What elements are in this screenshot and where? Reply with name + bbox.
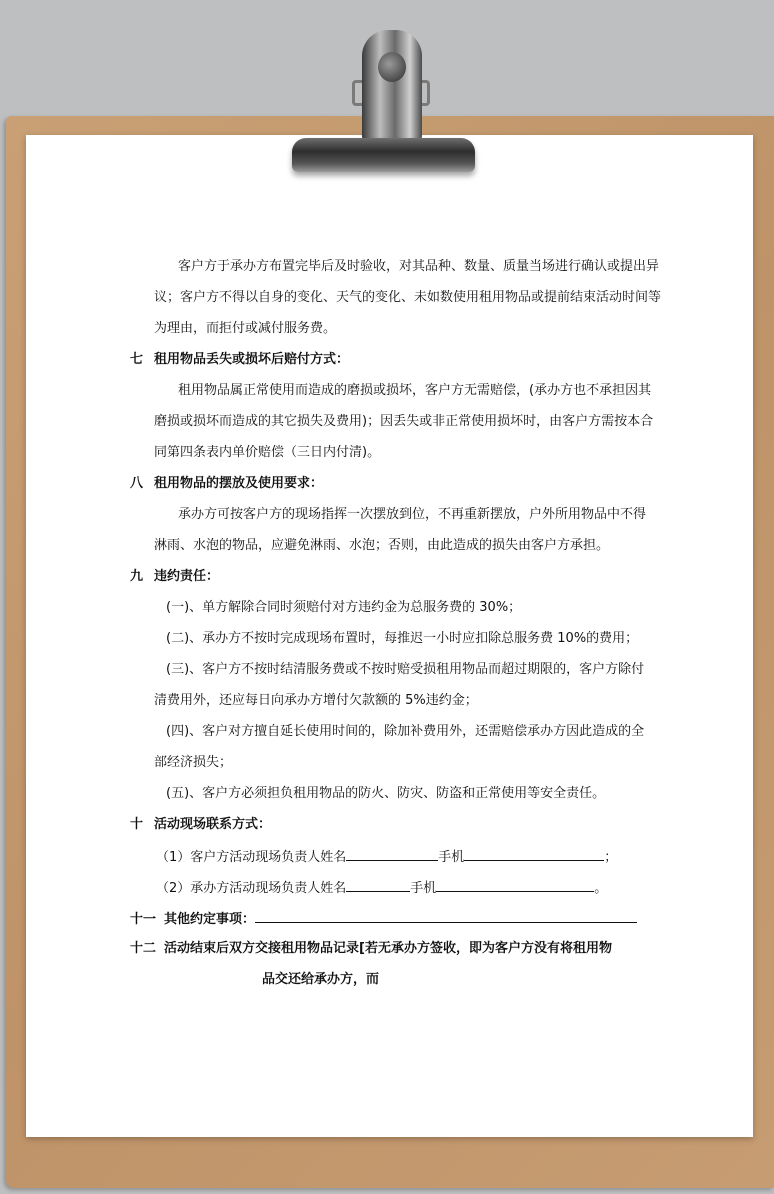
section-title: 活动现场联系方式：: [154, 817, 272, 832]
section-9-heading: [130, 569, 219, 585]
paragraph-line: 承办方可按客户方的现场指挥一次摆放到位，不再重新摆放，户外所用物品中不得: [178, 507, 647, 522]
paragraph-line: 同第四条表内单价赔偿（三日内付清)。: [154, 445, 381, 460]
section-number: 十一: [130, 912, 157, 927]
section-8-heading: [130, 476, 323, 492]
paragraph-line: 淋雨、水泡的物品，应避免淋雨、水泡；否则，由此造成的损失由客户方承担。: [154, 538, 610, 553]
contact-label: （2）承办方活动现场负责人姓名: [156, 881, 347, 896]
paragraph-line: 为理由，而拒付或减付服务费。: [154, 321, 337, 336]
line-end: 。: [594, 881, 608, 896]
section-11-heading: [130, 910, 637, 928]
paragraph-line: 租用物品属正常使用而造成的磨损或损坏，客户方无需赔偿，(承办方也不承担因其: [178, 383, 652, 398]
section-12-heading: [130, 941, 612, 957]
section-number: 十二: [130, 941, 157, 956]
list-item: (二)、承办方不按时完成现场布置时，每推迟一小时应扣除总服务费 10%的费用；: [166, 631, 639, 646]
other-terms-blank: [255, 910, 637, 923]
paragraph-line: 议；客户方不得以自身的变化、天气的变化、未如数使用租用物品或提前结束活动时间等: [154, 290, 662, 305]
phone-blank: [464, 848, 604, 861]
list-item: (五)、客户方必须担负租用物品的防火、防灾、防盗和正常使用等安全责任。: [166, 786, 606, 801]
contact-label: （1）客户方活动现场负责人姓名: [156, 850, 347, 865]
name-blank: [346, 848, 438, 861]
section-title: 租用物品丢失或损坏后赔付方式：: [154, 352, 350, 367]
section-number: 九: [130, 569, 144, 584]
list-item: (三)、客户方不按时结清服务费或不按时赔受损租用物品而超过期限的，客户方除付: [166, 662, 645, 677]
section-7-heading: [130, 352, 349, 368]
list-item: (一)、单方解除合同时须赔付对方违约金为总服务费的 30%；: [166, 600, 522, 615]
name-blank: [346, 879, 410, 892]
list-item-continuation: 清费用外，还应每日向承办方增付欠款额的 5%违约金；: [154, 693, 478, 708]
section-title: 租用物品的摆放及使用要求：: [154, 476, 324, 491]
section-number: 八: [130, 476, 144, 491]
section-text: 活动结束后双方交接租用物品记录[若无承办方签收，即为客户方没有将租用物: [164, 941, 612, 956]
list-item: (四)、客户对方擅自延长使用时间的，除加补费用外，还需赔偿承办方因此造成的全: [166, 724, 645, 739]
phone-label: 手机: [438, 850, 465, 865]
line-end: ；: [604, 850, 618, 865]
paragraph-line: 客户方于承办方布置完毕后及时验收，对其品种、数量、质量当场进行确认或提出异: [178, 259, 660, 274]
section-10-heading: [130, 817, 271, 833]
list-item-continuation: 部经济损失；: [154, 755, 233, 770]
phone-blank: [436, 879, 594, 892]
contact-line-client: [156, 848, 617, 866]
section-number: 七: [130, 352, 144, 367]
section-title: 违约责任：: [154, 569, 220, 584]
phone-label: 手机: [410, 881, 437, 896]
section-title: 其他约定事项：: [164, 912, 256, 927]
section-number: 十: [130, 817, 144, 832]
section-12-continuation: 品交还给承办方，而: [262, 972, 380, 987]
paragraph-line: 磨损或损坏而造成的其它损失及费用)；因丢失或非正常使用损坏时，由客户方需按本合: [154, 414, 654, 429]
contact-line-organizer: [156, 879, 607, 897]
